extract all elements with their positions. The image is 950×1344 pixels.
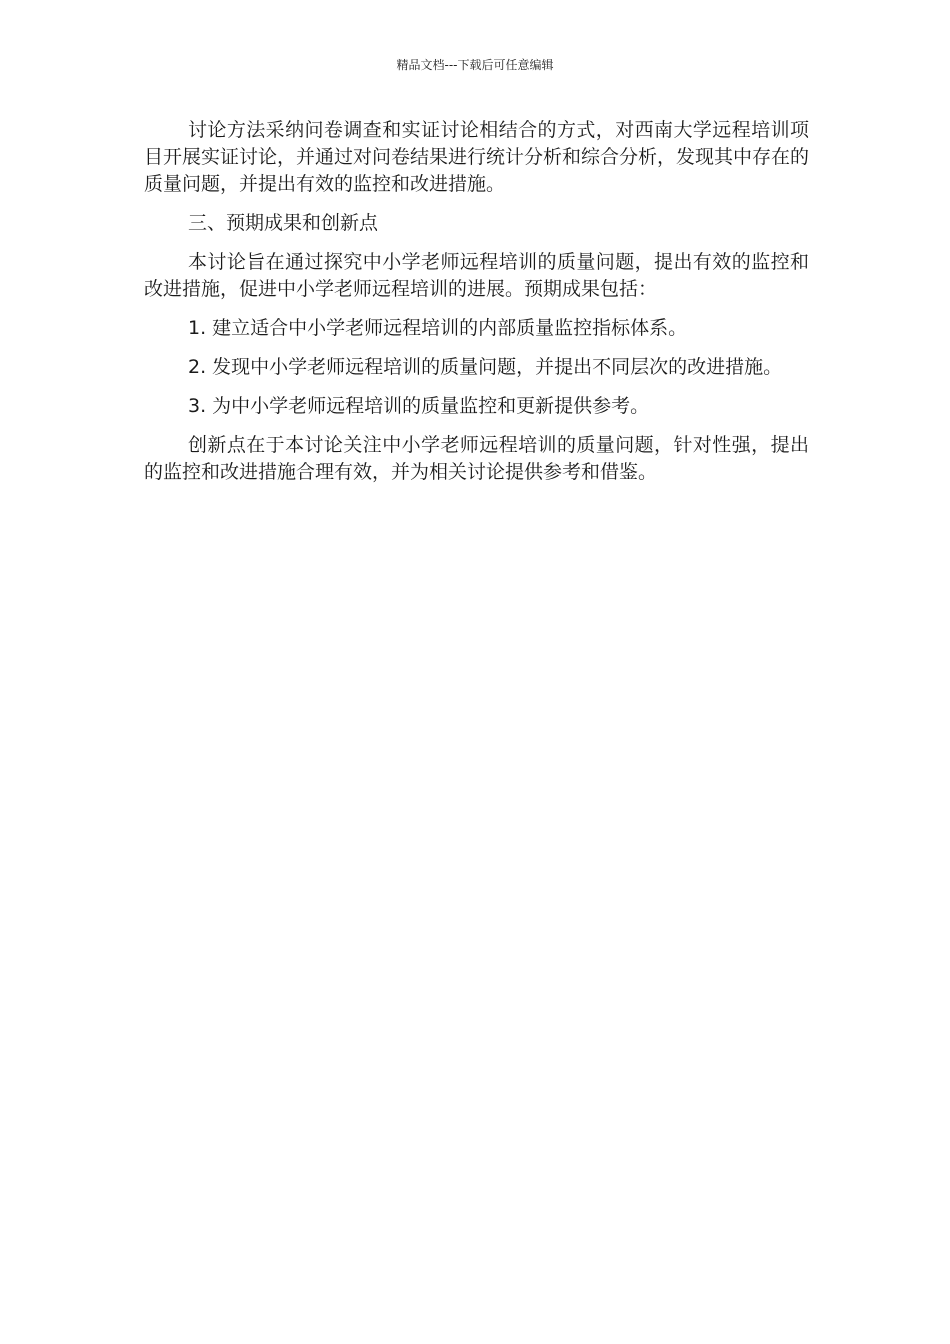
section-heading: 三、预期成果和创新点 [188,212,379,234]
paragraph-innovation: 创新点在于本讨论关注中小学老师远程培训的质量问题，针对性强，提出的监控和改进措施合理有效，并为相关讨论提供参考和借鉴。 [144,434,809,483]
document-body [144,117,809,498]
list-item-3: 3. 为中小学老师远程培训的质量监控和更新提供参考。 [188,395,650,417]
list-item-2: 2. 发现中小学老师远程培训的质量问题，并提出不同层次的改进措施。 [188,356,783,378]
paragraph-method: 讨论方法采纳问卷调查和实证讨论相结合的方式，对西南大学远程培训项目开展实证讨论，并通过对问卷结果进行统计分析和综合分析，发现其中存在的质量问题，并提出有效的监控和改进措施。 [144,119,810,195]
list-item-1: 1. 建立适合中小学老师远程培训的内部质量监控指标体系。 [188,317,688,339]
paragraph-goals: 本讨论旨在通过探究中小学老师远程培训的质量问题，提出有效的监控和改进措施，促进中小学老师远程培训的进展。预期成果包括： [144,251,809,300]
page-header: 精品文档---下载后可任意编辑 [396,58,554,72]
